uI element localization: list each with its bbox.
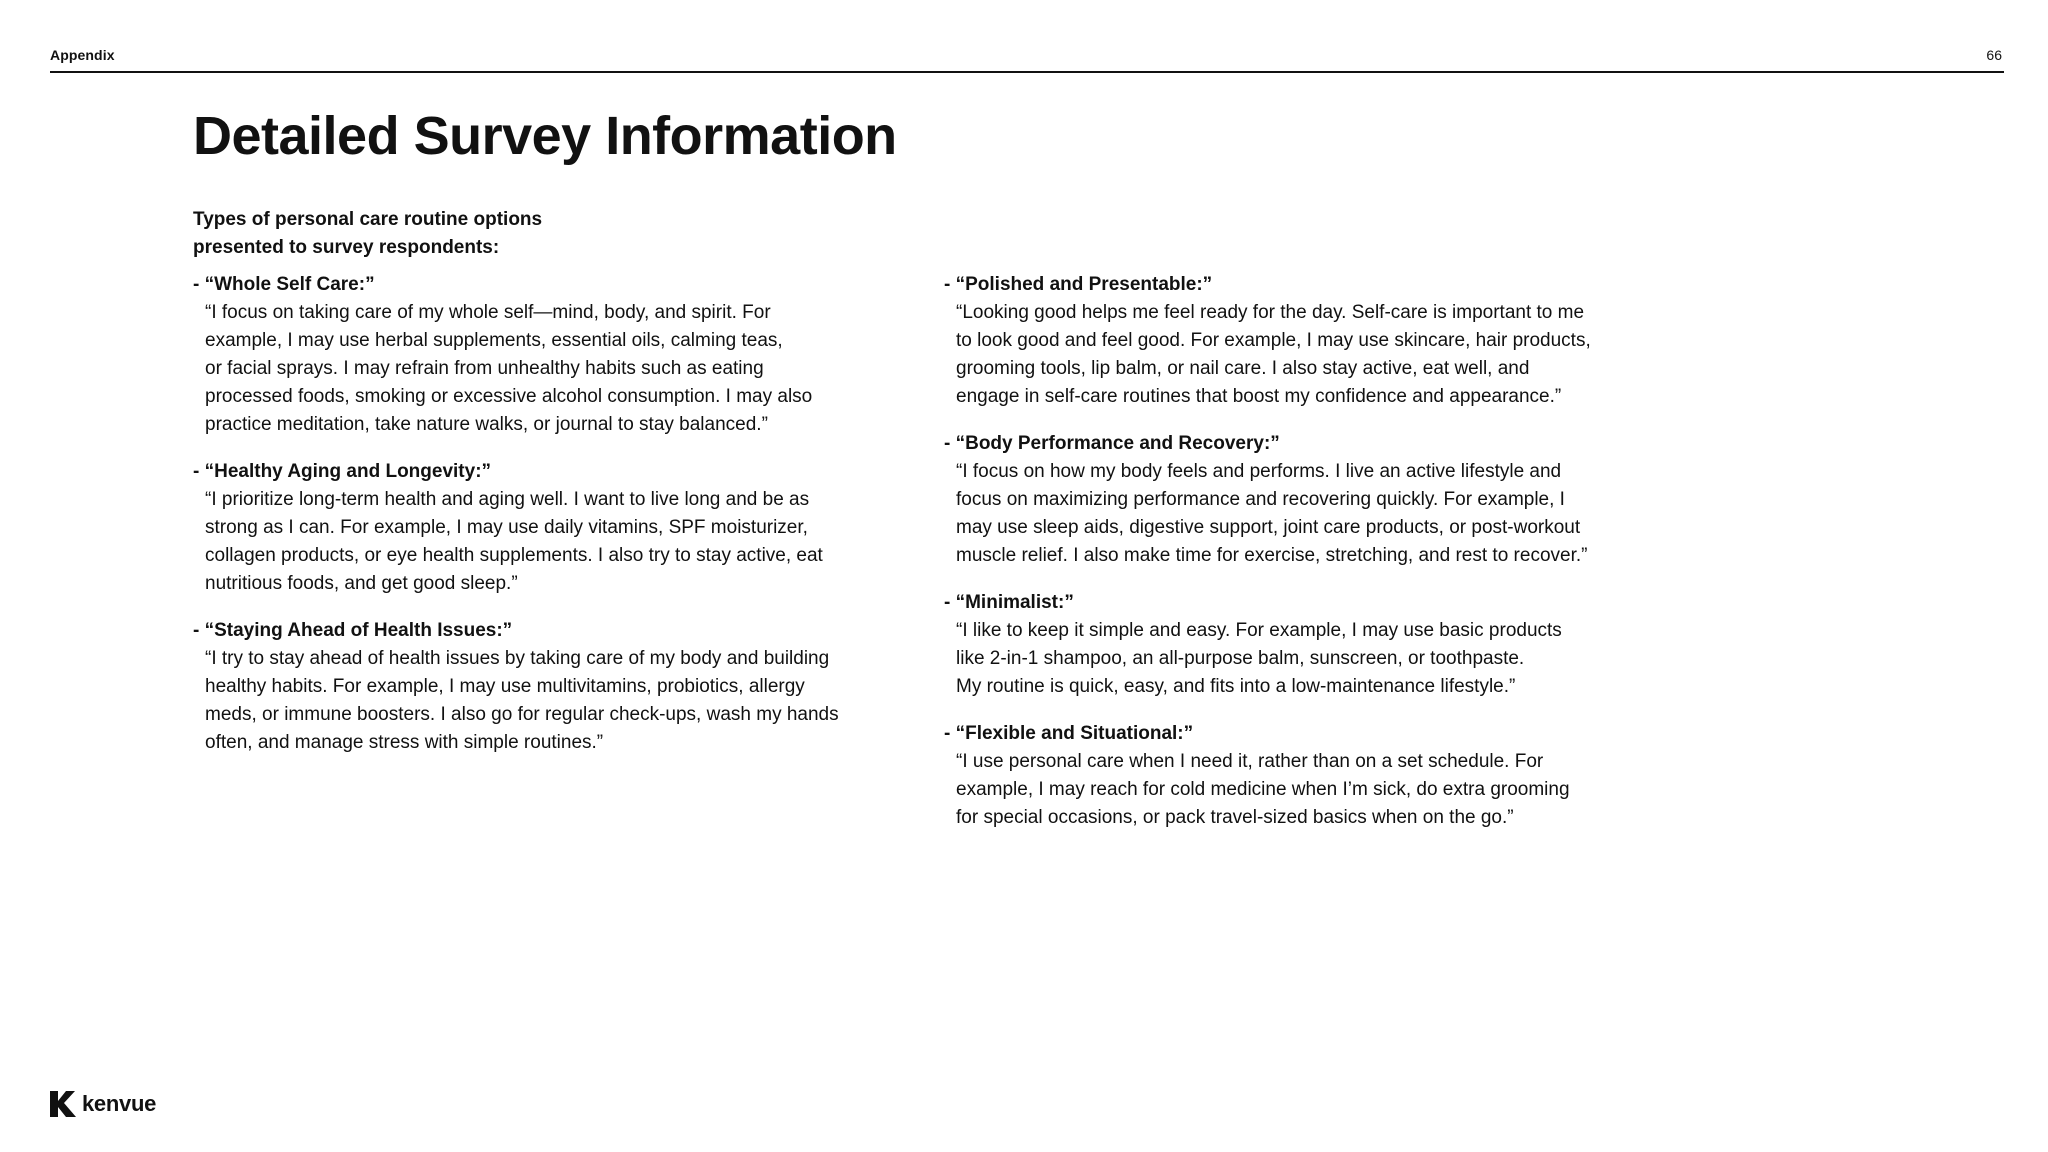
option-staying-ahead: [193, 617, 883, 757]
option-description-line: example, I may use herbal supplements, essential oils, calming teas,: [205, 330, 783, 351]
option-description-line: “I focus on taking care of my whole self—mind, body, and spirit. For: [205, 302, 771, 323]
option-description: [193, 486, 883, 598]
option-description-line: “Looking good helps me feel ready for the day. Self-care is important to me: [956, 302, 1585, 323]
option-title: - “Body Performance and Recovery:”: [944, 433, 1280, 454]
option-description-line: healthy habits. For example, I may use multivitamins, probiotics, allergy: [205, 676, 805, 697]
option-description-line: strong as I can. For example, I may use daily vitamins, SPF moisturizer,: [205, 517, 808, 538]
option-description: [193, 299, 883, 439]
option-description-line: “I try to stay ahead of health issues by taking care of my body and building: [205, 648, 830, 669]
option-description-line: may use sleep aids, digestive support, joint care products, or post-workout: [956, 517, 1581, 538]
option-description-line: practice meditation, take nature walks, or journal to stay balanced.”: [205, 414, 768, 435]
option-description-line: “I focus on how my body feels and performs. I live an active lifestyle and: [956, 461, 1562, 482]
options-column-left: [193, 271, 883, 776]
page-title: Detailed Survey Information: [193, 106, 897, 166]
option-description-line: to look good and feel good. For example, I may use skincare, hair products,: [956, 330, 1591, 351]
option-title: - “Minimalist:”: [944, 592, 1074, 613]
option-description: [193, 645, 883, 757]
option-description-line: for special occasions, or pack travel-sized basics when on the go.”: [956, 807, 1514, 828]
header-divider: [50, 71, 2004, 73]
option-body-performance: [944, 430, 1624, 570]
option-description-line: or facial sprays. I may refrain from unhealthy habits such as eating: [205, 358, 764, 379]
option-description: [944, 617, 1624, 701]
intro-text: [193, 206, 613, 262]
option-description-line: muscle relief. I also make time for exercise, stretching, and rest to recover.”: [956, 545, 1588, 566]
option-description-line: meds, or immune boosters. I also go for regular check-ups, wash my hands: [205, 704, 839, 725]
kenvue-k-logo-icon: [50, 1091, 76, 1117]
option-description-line: My routine is quick, easy, and fits into a low-maintenance lifestyle.”: [956, 676, 1516, 697]
option-description-line: like 2-in-1 shampoo, an all-purpose balm, sunscreen, or toothpaste.: [956, 648, 1525, 669]
option-healthy-aging: [193, 458, 883, 598]
option-flexible-situational: [944, 720, 1624, 832]
option-description-line: processed foods, smoking or excessive alcohol consumption. I may also: [205, 386, 813, 407]
option-description-line: “I prioritize long-term health and aging well. I want to live long and be as: [205, 489, 810, 510]
option-whole-self-care: [193, 271, 883, 439]
intro-line: Types of personal care routine options: [193, 209, 543, 230]
option-polished-presentable: [944, 271, 1624, 411]
options-column-right: [944, 271, 1624, 851]
option-description-line: engage in self-care routines that boost my confidence and appearance.”: [956, 386, 1562, 407]
kenvue-wordmark: kenvue: [82, 1091, 157, 1116]
option-description-line: “I like to keep it simple and easy. For example, I may use basic products: [956, 620, 1562, 641]
option-title: - “Flexible and Situational:”: [944, 723, 1194, 744]
option-minimalist: [944, 589, 1624, 701]
option-title: - “Polished and Presentable:”: [944, 274, 1213, 295]
option-description-line: example, I may reach for cold medicine when I’m sick, do extra grooming: [956, 779, 1570, 800]
kenvue-logo: [50, 1091, 156, 1117]
intro-line: presented to survey respondents:: [193, 237, 500, 258]
option-title: - “Staying Ahead of Health Issues:”: [193, 620, 513, 641]
option-title: - “Healthy Aging and Longevity:”: [193, 461, 492, 482]
option-description: [944, 299, 1624, 411]
option-description-line: often, and manage stress with simple routines.”: [205, 732, 604, 753]
option-description-line: grooming tools, lip balm, or nail care. I also stay active, eat well, and: [956, 358, 1530, 379]
option-description: [944, 748, 1624, 832]
header-section-label: Appendix: [50, 47, 115, 63]
option-title: - “Whole Self Care:”: [193, 274, 375, 295]
option-description-line: collagen products, or eye health supplements. I also try to stay active, eat: [205, 545, 823, 566]
option-description-line: focus on maximizing performance and recovering quickly. For example, I: [956, 489, 1565, 510]
option-description-line: nutritious foods, and get good sleep.”: [205, 573, 518, 594]
option-description-line: “I use personal care when I need it, rather than on a set schedule. For: [956, 751, 1544, 772]
page-number: 66: [1986, 47, 2002, 63]
option-description: [944, 458, 1624, 570]
